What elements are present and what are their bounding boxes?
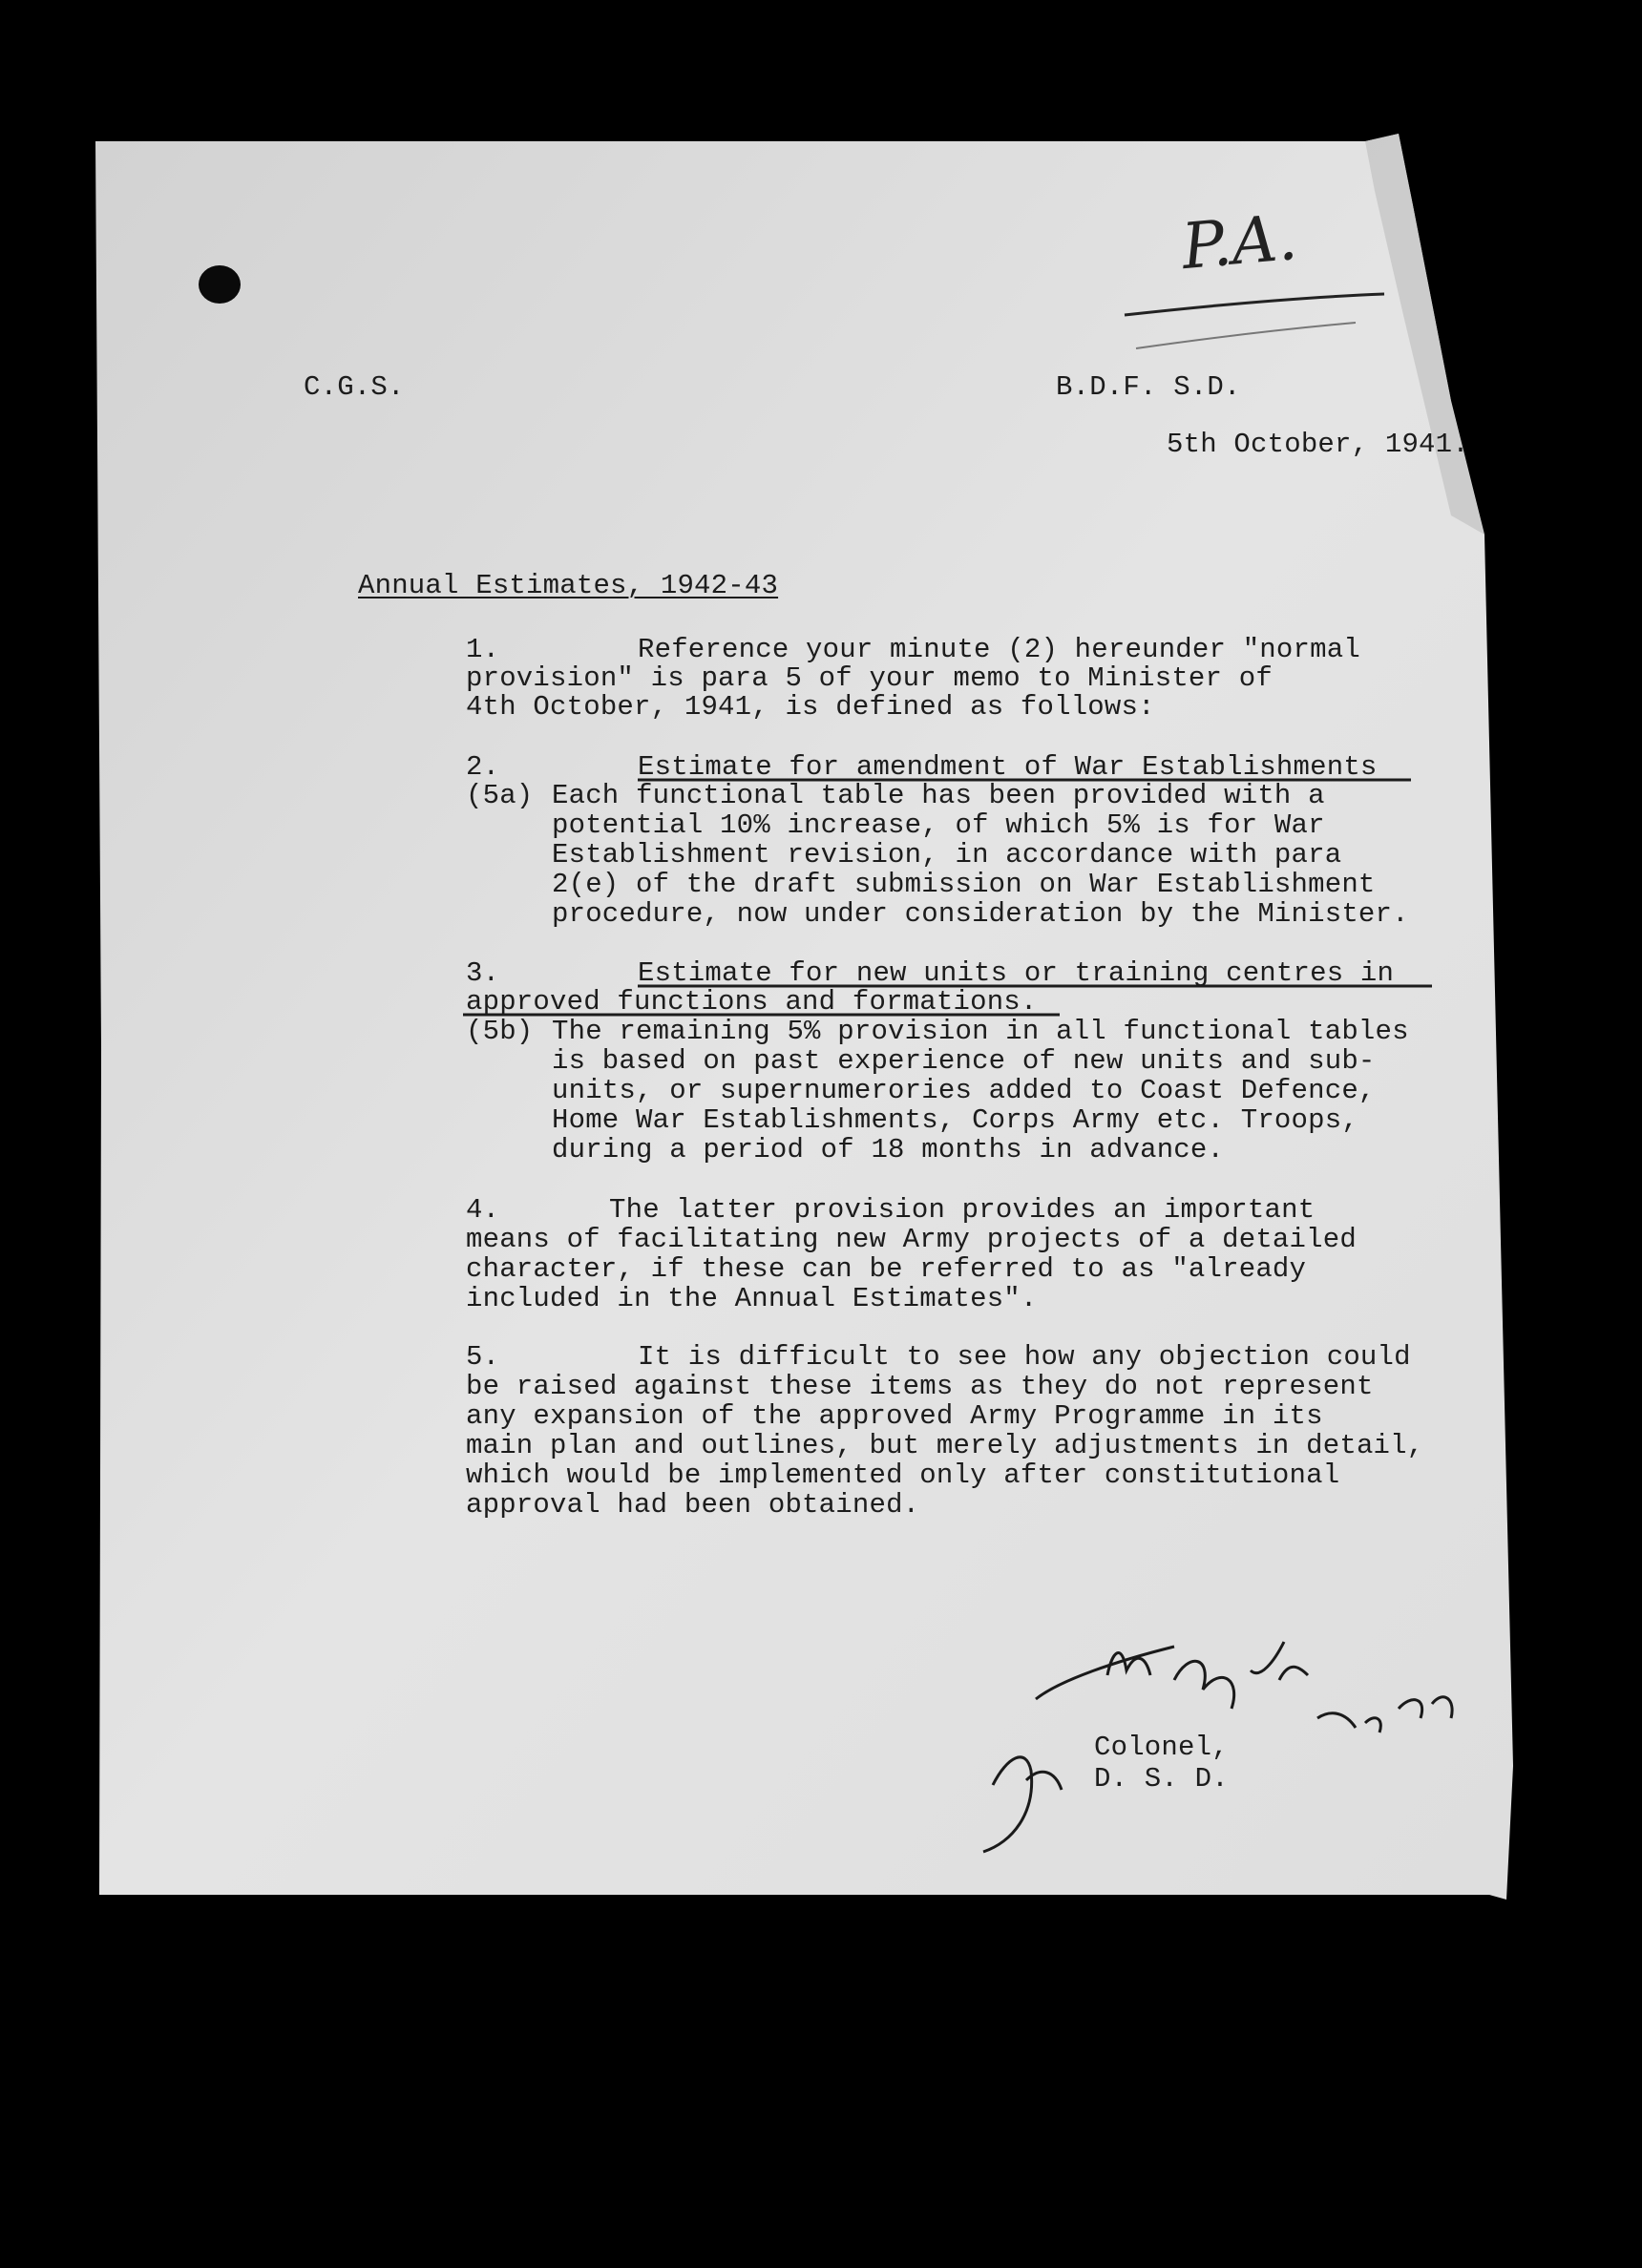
para2-line3: Establishment revision, in accordance with para <box>552 839 1342 871</box>
para2-heading: Estimate for amendment of War Establishments <box>638 751 1378 783</box>
signature-title: Colonel, <box>1094 1732 1229 1763</box>
para2-ref: (5a) <box>466 780 534 811</box>
signature-office: D. S. D. <box>1094 1763 1229 1795</box>
from-office: C.G.S. <box>304 371 405 403</box>
document-date: 5th October, 1941. <box>1167 429 1469 460</box>
para5-line2: be raised against these items as they do not represent <box>466 1371 1374 1402</box>
para4-line1: The latter provision provides an important <box>609 1194 1316 1226</box>
para2-line2: potential 10% increase, of which 5% is for War <box>552 809 1325 841</box>
subject-heading: Annual Estimates, 1942-43 <box>358 570 779 601</box>
to-office: B.D.F. S.D. <box>1056 371 1241 403</box>
para3-line5: during a period of 18 months in advance. <box>552 1134 1225 1166</box>
para2-line5: procedure, now under consideration by the Minister. <box>552 898 1409 930</box>
para4-line4: included in the Annual Estimates". <box>466 1283 1038 1314</box>
para5-line4: main plan and outlines, but merely adjustments in detail, <box>466 1430 1424 1461</box>
para4-line2: means of facilitating new Army projects of a detailed <box>466 1224 1357 1255</box>
para5-line1: It is difficult to see how any objection could <box>638 1341 1411 1373</box>
para1-line1: Reference your minute (2) hereunder "normal <box>638 634 1360 665</box>
para2-line4: 2(e) of the draft submission on War Establishment <box>552 869 1376 900</box>
para2-number: 2. <box>466 751 500 783</box>
para3-number: 3. <box>466 957 500 989</box>
para4-number: 4. <box>466 1194 500 1226</box>
para1-line3: 4th October, 1941, is defined as follows: <box>466 691 1155 723</box>
para3-line4: Home War Establishments, Corps Army etc. Troops, <box>552 1104 1358 1136</box>
handwritten-annotation: P.A. <box>1178 200 1300 284</box>
para5-number: 5. <box>466 1341 500 1373</box>
para3-line2: is based on past experience of new units and sub- <box>552 1045 1376 1077</box>
para3-line1: The remaining 5% provision in all functional tables <box>552 1016 1409 1047</box>
para3-line3: units, or supernumerories added to Coast Defence, <box>552 1075 1376 1106</box>
para4-line3: character, if these can be referred to as "already <box>466 1253 1307 1285</box>
para5-line5: which would be implemented only after constitutional <box>466 1460 1340 1491</box>
para1-number: 1. <box>466 634 500 665</box>
para2-line1: Each functional table has been provided with a <box>552 780 1325 811</box>
para3-ref: (5b) <box>466 1016 534 1047</box>
para5-line6: approval had been obtained. <box>466 1489 920 1521</box>
para5-line3: any expansion of the approved Army Programme in its <box>466 1400 1323 1432</box>
para3-heading-line2: approved functions and formations. <box>466 986 1038 1018</box>
para1-line2: provision" is para 5 of your memo to Minister of <box>466 662 1273 694</box>
para3-heading-line1: Estimate for new units or training centres in <box>638 957 1395 989</box>
punch-hole <box>199 265 241 304</box>
